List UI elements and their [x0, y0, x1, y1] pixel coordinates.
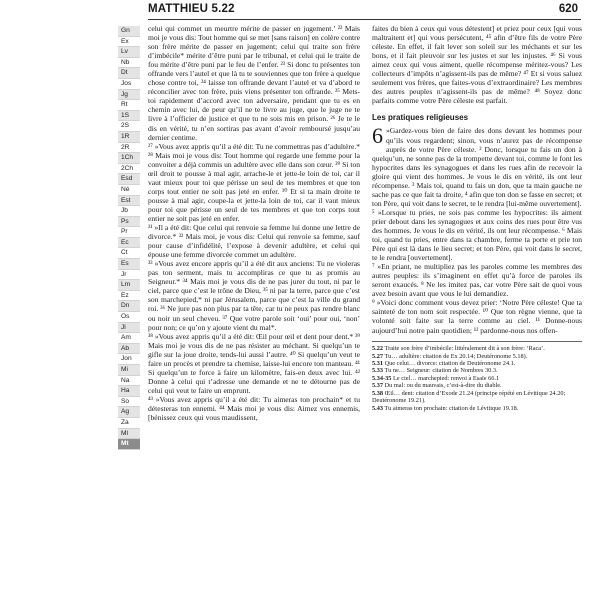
section-body: [372, 123, 582, 335]
thumb-tab-ex[interactable]: Ex: [118, 37, 140, 48]
footnote: [372, 375, 582, 382]
footnote-ref: 5.31: [372, 359, 384, 367]
footnote: [372, 382, 582, 389]
verse-text: »Gardez-vous bien de faire des dons devant les hommes pour qu’ils vous regardent; sinon, vous n’aurez pas de récompense auprès de votre Père céleste. ² Donc, lorsque tu fais un don à quelqu’un, ne sonne pas de la trompette devant toi, comme le font les hypocrites dans les synagogues et dans les rues afin de recevoir la gloire qui vient des hommes. Je vous le dis en vérité, ils ont leur récompense. ³ Mais toi, quand tu fais un don, que ta main gauche ne sache pas ce que fait ta droite, ⁴ afin que ton don se fasse en secret; et ton Père, qui voit dans le secret, te le rendra [lui-même ouvertement].: [372, 126, 582, 208]
footnote-ref: 5.37: [372, 382, 384, 390]
footnote-text: Tu… adultère: citation de Ex 20.14; Deutéronome 5.18).: [383, 352, 528, 360]
left-text-column: [148, 24, 360, 422]
thumb-tab-nb[interactable]: Nb: [118, 58, 140, 69]
footnote: [372, 345, 582, 352]
thumb-tab-né[interactable]: Né: [118, 185, 140, 196]
footnote-text: Que celui… divorce: citation de Deutéronome 24.1.: [383, 359, 516, 367]
verse-paragraph: [372, 262, 582, 298]
footnote: [372, 367, 582, 374]
page-number: 620: [558, 3, 578, 15]
verse-paragraph: [372, 298, 582, 334]
thumb-tab-jb[interactable]: Jb: [118, 206, 140, 217]
verse-paragraph: [372, 123, 582, 208]
footnote-ref: 5.27: [372, 352, 384, 360]
thumb-tab-mi[interactable]: Mi: [118, 365, 140, 376]
thumb-tab-ml[interactable]: Ml: [118, 429, 140, 440]
footnote-ref: 5.38: [372, 389, 384, 397]
verse-paragraph: ²⁷ »Vous avez appris qu’il a été dit: Tu ne commettras pas d’adultère.* ²⁸ Mais moi je vous dis: Tout homme qui regarde une femme pour la convoiter a déjà commis un adultère avec elle dans son cœur. ²⁹ Si ton œil droit te pousse à mal agir, arrache-le et jette-le loin de toi, car il vaut mieux pour toi que périsse un seul de tes membres et que ton corps tout entier ne soit pas jeté en enfer. ³⁰ Et si ta main droite te pousse à mal agir, coupe-la et jette-la loin de toi, car il vaut mieux pour toi que périsse un seul de tes membres et que ton corps tout entier ne soit pas jeté en enfer.: [148, 141, 360, 223]
thumb-tab-lm[interactable]: Lm: [118, 280, 140, 291]
thumb-tab-jos[interactable]: Jos: [118, 79, 140, 90]
right-text-column: [372, 24, 582, 412]
verse-paragraph: ³³ »Vous avez encore appris qu’il a été dit aux anciens: Tu ne violeras pas ton serment, mais tu accompliras ce que tu as promis au Seigneur.* ³⁴ Mais moi je vous dis de ne pas jurer du tout, ni par le ciel, parce que c’est le trône de Dieu, ³⁵ ni par la terre, parce que c’est son marchepied,* ni par Jérusalem, parce que c’est la ville du grand roi. ³⁶ Ne jure pas non plus par ta tête, car tu ne peux pas rendre blanc ou noir un seul cheveu. ³⁷ Que votre parole soit ‘oui’ pour oui, ‘non’ pour non; ce qu’on y ajoute vient du mal*.: [148, 259, 360, 332]
thumb-tab-2ch[interactable]: 2Ch: [118, 164, 140, 175]
thumb-tab-ab[interactable]: Ab: [118, 344, 140, 355]
verse-paragraph: ³⁸ »Vous avez appris qu’il a été dit: Œil pour œil et dent pour dent.* ³⁹ Mais moi je vous dis de ne pas résister au méchant. Si quelqu’un te gifle sur la joue droite, tends-lui aussi l’autre. ⁴⁰ Si quelqu’un veut te faire un procès et prendre ta chemise, laisse-lui encore ton manteau. ⁴¹ Si quelqu’un te force à faire un kilomètre, fais-en deux avec lui. ⁴² Donne à celui qui t’adresse une demande et ne te détourne pas de celui qui veut te faire un emprunt.: [148, 331, 360, 395]
footnote-ref: 5.33: [372, 367, 384, 375]
verse-paragraph: ³¹ »Il a été dit: Que celui qui renvoie sa femme lui donne une lettre de divorce.* ³² Mais moi, je vous dis: Celui qui renvoie sa femme, sauf pour cause d’infidélité, l’expose à devenir adultère, et celui qui épouse une femme divorcée commet un adultère.: [148, 223, 360, 260]
footnote-text: Œil… dent: citation d’Exode 21.24 (principe répété en Lévitique 24.20; Deutéronome 19.21).: [372, 389, 566, 405]
thumb-tab-ec[interactable]: Ec: [118, 238, 140, 249]
verse-paragraph: celui qui commet un meurtre mérite de passer en jugement.’ ²² Mais moi je vous dis: Tout homme qui se met [sans raison] en colère contre son frère mérite de passer en jugement; celui qui traite son frère d’imbécile* mérite d’être puni par le tribunal, et celui qui le traite de fou mérite d’être puni par le feu de l’enfer. ²³ Si donc tu présentes ton offrande vers l’autel et que là tu te souviennes que ton frère a quelque chose contre toi, ²⁴ laisse ton offrande devant l’autel et va d’abord te réconcilier avec ton frère, puis viens présenter ton offrande. ²⁵ Mets-toi rapidement d’accord avec ton adversaire, pendant que tu es en chemin avec lui, de peur qu’il ne te livre au juge, que le juge ne te livre à l’officier de justice et que tu ne sois mis en prison. ²⁶ Je te le dis en vérité, tu n’en sortiras pas avant d’avoir remboursé jusqu’au dernier centime.: [148, 24, 360, 142]
footnote: [372, 405, 582, 412]
verse-text: ⁹ »Voici donc comment vous devez prier: ‘Notre Père céleste! Que ta sainteté de ton nom soit respectée. ¹⁰ Que ton règne vienne, que ta volonté soit faite sur la terre comme au ciel. ¹¹ Donne-nous aujourd’hui notre pain quotidien; ¹² pardonne-nous nos offen-: [372, 298, 582, 335]
thumb-tab-jr[interactable]: Jr: [118, 270, 140, 281]
thumb-tab-esd[interactable]: Esd: [118, 174, 140, 185]
thumb-tab-jl[interactable]: Jl: [118, 323, 140, 334]
thumb-tab-ps[interactable]: Ps: [118, 217, 140, 228]
thumb-tab-ct[interactable]: Ct: [118, 248, 140, 259]
thumb-tab-mt[interactable]: Mt: [118, 439, 140, 450]
footnotes: [372, 345, 582, 412]
thumb-tab-1r[interactable]: 1R: [118, 132, 140, 143]
thumb-tab-am[interactable]: Am: [118, 333, 140, 344]
thumb-tab-dn[interactable]: Dn: [118, 301, 140, 312]
thumb-tab-lv[interactable]: Lv: [118, 47, 140, 58]
running-head: [148, 3, 578, 19]
verse-text: ⁵ »Lorsque tu pries, ne sois pas comme les hypocrites: ils aiment prier debout dans les synagogues et aux coins des rues pour être vus des hommes. Je vous le dis en vérité, ils ont leur récompense. ⁶ Mais toi, quand tu pries, entre dans ta chambre, ferme ta porte et prie ton Père qui est là dans le lieu secret; et ton Père, qui voit dans le secret, te le rendra [ouvertement].: [372, 207, 582, 263]
thumb-tab-2r[interactable]: 2R: [118, 143, 140, 154]
footnote-ref: 5.34-35: [372, 374, 392, 382]
thumb-tab-os[interactable]: Os: [118, 312, 140, 323]
thumb-tab-pr[interactable]: Pr: [118, 227, 140, 238]
thumb-tab-jon[interactable]: Jon: [118, 354, 140, 365]
footnote: [372, 353, 582, 360]
footnote: [372, 390, 582, 405]
footnote-text: Tu ne… Seigneur: citation de Nombres 30.3.: [383, 367, 498, 375]
thumb-tab-ez[interactable]: Ez: [118, 291, 140, 302]
footnote-ref: 5.22: [372, 345, 384, 353]
footnote-ref: 5.43: [372, 404, 384, 412]
section-title: Les pratiques religieuses: [372, 113, 469, 123]
book-chapter-reference: MATTHIEU 5.22: [148, 3, 235, 15]
footnote-text: Tu aimeras ton prochain: citation de Lévitique 19.18.: [383, 404, 519, 412]
verse-paragraph: faites du bien à ceux qui vous détestent] et priez pour ceux [qui vous maltraitent et] qui vous persécutent, ⁴⁵ afin d’être fils de votre Père céleste. En effet, il fait lever son soleil sur les méchants et sur les bons, et il fait pleuvoir sur les justes et sur les injustes. ⁴⁶ Si vous aimez ceux qui vous aiment, quelle récompense méritez-vous? Les collecteurs d’impôts n’agissent-ils pas de même? ⁴⁷ Et si vous saluez seulement vos frères, que faites-vous d’extraordinaire? Les membres des autres peuples n’agissent-ils pas de même? ⁴⁸ Soyez donc parfaits comme votre Père céleste est parfait.: [372, 24, 582, 106]
thumb-tab-na[interactable]: Na: [118, 376, 140, 387]
thumb-tab-dt[interactable]: Dt: [118, 68, 140, 79]
footnote-rule: [372, 341, 582, 342]
footnote-text: Le ciel… marchepied: renvoi à Esaïe 66.1: [391, 374, 500, 382]
verse-paragraph: [372, 208, 582, 262]
verse-text: ⁷ »En priant, ne multipliez pas les paroles comme les membres des autres peuples: ils s’imaginent en effet qu’à force de paroles ils seront exaucés. ⁸ Ne les imitez pas, car votre Père sait de quoi vous avez besoin avant que vous le lui demandiez.: [372, 262, 582, 299]
header-rule: [148, 19, 581, 20]
thumb-tab-ha[interactable]: Ha: [118, 386, 140, 397]
thumb-tab-jg[interactable]: Jg: [118, 90, 140, 101]
thumb-index: [118, 26, 140, 450]
verse-paragraph: ⁴³ »Vous avez appris qu’il a été dit: Tu aimeras ton prochain* et tu détesteras ton ennemi. ⁴⁴ Mais moi je vous dis: Aimez vos ennemis, [bénissez ceux qui vous maudissent,: [148, 394, 360, 423]
thumb-tab-za[interactable]: Za: [118, 418, 140, 429]
thumb-tab-est[interactable]: Est: [118, 196, 140, 207]
thumb-tab-rt[interactable]: Rt: [118, 100, 140, 111]
thumb-tab-es[interactable]: Es: [118, 259, 140, 270]
thumb-tab-gn[interactable]: Gn: [118, 26, 140, 37]
thumb-tab-2s[interactable]: 2S: [118, 121, 140, 132]
thumb-tab-1ch[interactable]: 1Ch: [118, 153, 140, 164]
thumb-tab-so[interactable]: So: [118, 397, 140, 408]
footnote: [372, 360, 582, 367]
thumb-tab-ag[interactable]: Ag: [118, 407, 140, 418]
footnote-text: Du mal: ou du mauvais, c’est-à-dire du diable.: [383, 382, 502, 390]
footnote-text: Traite son frère d’imbécile: littéralement dit à son frère: ‘Raca’.: [383, 345, 545, 353]
chapter-number: 6: [372, 123, 383, 149]
thumb-tab-1s[interactable]: 1S: [118, 111, 140, 122]
